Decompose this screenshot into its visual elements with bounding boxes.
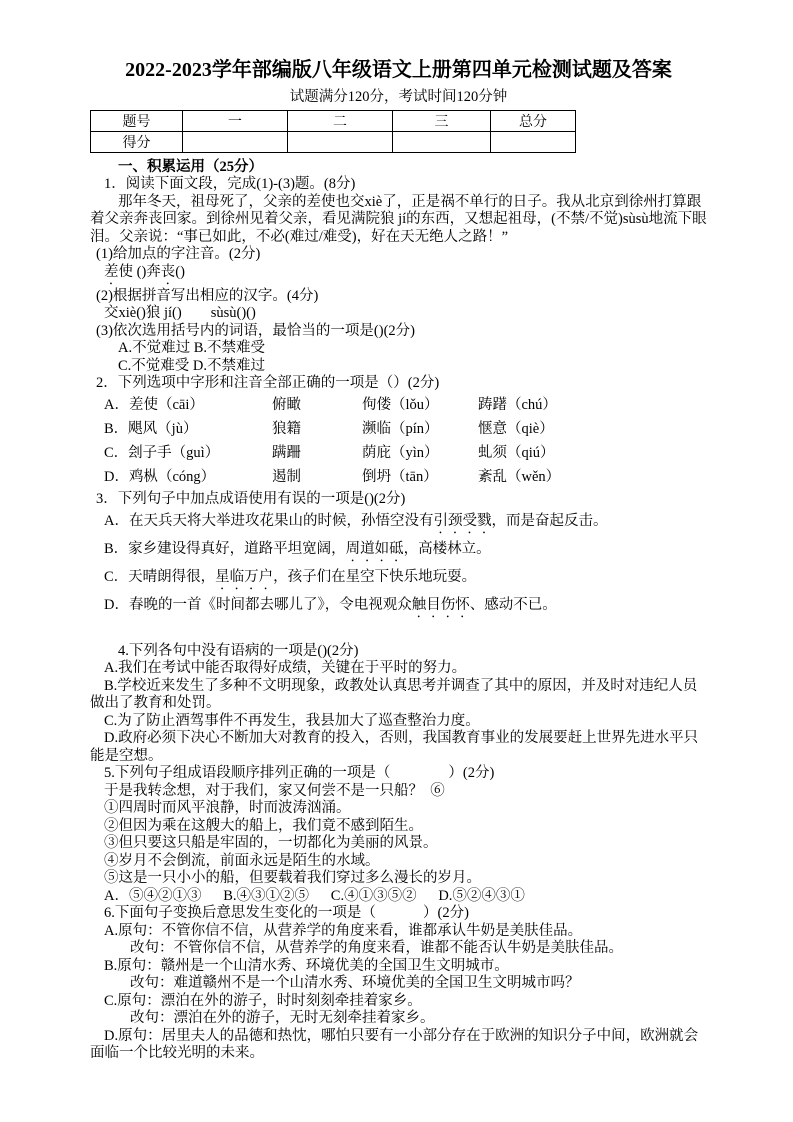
q1-part3-options-row1: A.不觉难过 B.不禁难受 (118, 340, 266, 356)
q6-option-c-original: C.原句：漂泊在外的游子，时时刻刻牵挂着家乡。 (104, 992, 422, 1009)
score-table-header-cell: 三 (393, 110, 491, 131)
emphasized-text-segment: 触目伤怀 (411, 596, 470, 613)
score-table-header-cell: 总分 (491, 110, 576, 131)
q3-option-d (90, 593, 707, 621)
q5-sentence-1: ①四周时而风平浪静，时而波涛汹涌。 (104, 800, 351, 816)
q5-sentence-5: ⑤这是一只小小的船，但要载着我们穿过多么漫长的岁月。 (104, 870, 481, 886)
q6-option-a-original: A.原句：不管你信不信，从营养学的角度来看，谁都承认牛奶是美肤佳品。 (104, 922, 583, 939)
q1-part1-label: (1)给加点的字注音。(2分) (96, 246, 261, 262)
q2-option-cell: D．鸡枞（cóng） (104, 468, 216, 485)
q2-option-cell: 踌躇（chú） (478, 396, 557, 413)
q2-option-row-c (90, 441, 707, 465)
text-segment: 使 ()奔 (118, 263, 161, 280)
text-segment: B．家乡建设得真好，道路平坦宽阔， (104, 540, 346, 557)
q4-stem: 4.下列各句中没有语病的一项是()(2分) (118, 642, 359, 659)
q1-part2-label: (2)根据拼音写出相应的汉字。(4分) (96, 287, 319, 304)
score-cell-empty (288, 131, 393, 152)
score-table-header-cell: 一 (183, 110, 288, 131)
section-heading: 一、积累运用（25分） (118, 158, 263, 175)
q2-option-cell: 倒坍（tān） (362, 468, 438, 485)
q2-option-cell: 惬意（qiè） (478, 420, 554, 437)
q3-stem: 3．下列句子中加点成语使用有误的一项是()(2分) (96, 490, 406, 507)
q2-option-row-a (90, 393, 707, 417)
q4-option-d: D.政府必须下决心不断加大对教育的投入，否则，我国教育事业的发展要赶上世界先进水平只能是空想。 (90, 730, 699, 764)
q6-option-c-changed: 改句：漂泊在外的游子，无时无刻牵挂着家乡。 (130, 1010, 435, 1026)
q2-option-cell: 紊乱（wěn） (478, 468, 561, 485)
q2-option-cell: 遏制 (272, 468, 301, 485)
score-table-header-row (91, 110, 576, 131)
score-table-score-row (91, 131, 576, 152)
q2-option-cell: B．飓风（jù） (104, 420, 198, 437)
q6-option-b-changed: 改句：难道赣州不是一个山清水秀、环境优美的全国卫生文明城市吗？ (130, 975, 580, 991)
q5-lead-sentence: 于是我转念想，对于我们，家又何尝不是一只船？ ⑥ (104, 782, 445, 799)
q6-option-a-changed: 改句：不管你信不信，从营养学的角度来看，谁都不能否认牛奶是美肤佳品。 (130, 940, 623, 956)
score-cell-empty (393, 131, 491, 152)
q6-option-b-original: B.原句：赣州是一个山清水秀、环境优美的全国卫生文明城市。 (104, 957, 509, 974)
emphasized-text-segment: 引颈受戮 (433, 512, 492, 529)
score-table-header-cell: 题号 (91, 110, 183, 131)
emphasized-text-segment: 周道如砥 (345, 540, 404, 557)
q5-stem: 5.下列句子组成语段顺序排列正确的一项是（ ）(2分) (104, 765, 495, 781)
score-cell-empty (183, 131, 288, 152)
text-segment: D．春晚的一首《时间都去哪儿了》，令电视观众 (104, 596, 412, 613)
q1-passage: 那年冬天，祖母死了，父亲的差使也交xiè了，正是祸不单行的日子。我从北京到徐州打算跟着父亲奔丧回家。到徐州见着父亲，看见满院狼 jí的东西，又想起祖母，(不禁/不觉)sùsù地流下眼泪。父亲说：“事已如此，不必(难过/难受)，好在天无绝人之路！” (90, 193, 707, 245)
q6-option-d-original: D.原句：居里夫人的品德和热忱，哪怕只要有一小部分存在于欧洲的知识分子中间，欧洲就会面临一个比较光明的未来。 (90, 1027, 699, 1061)
q3-option-a (90, 509, 707, 537)
emphasized-text-segment: 丧 (160, 263, 176, 280)
text-segment: A．在天兵天将大举进攻花果山的时候，孙悟空没有 (104, 512, 434, 529)
text-segment: ，高楼林立。 (403, 540, 491, 557)
q2-option-row-d (90, 465, 707, 489)
emphasized-text-segment: 差 (104, 263, 119, 280)
doc-title: 2022-2023学年部编版八年级语文上册第四单元检测试题及答案 (125, 59, 672, 81)
q4-option-c: C.为了防止酒驾事件不再发生，我县加大了巡查整治力度。 (104, 712, 480, 729)
q1-part2-answer-line: 交xiè()狼 jí() sùsù()() (104, 305, 256, 321)
q5-sentence-4: ④岁月不会倒流，前面永远是陌生的水域。 (104, 852, 380, 869)
q2-option-cell: 荫庇（yìn） (362, 444, 439, 461)
text-segment: 、感动不已。 (469, 596, 557, 613)
q1-part1-answer-line (90, 264, 707, 288)
q4-option-a: A.我们在考试中能否取得好成绩，关键在于平时的努力。 (104, 660, 467, 676)
q6-stem: 6.下面句子变换后意思发生变化的一项是（ ）(2分) (104, 905, 469, 921)
q1-part3-label: (3)依次选用括号内的词语，最恰当的一项是()(2分) (96, 322, 415, 339)
q2-stem: 2．下列选项中字形和注音全部正确的一项是（）(2分) (96, 375, 440, 391)
q1-part3-options-row2: C.不觉难受 D.不禁难过 (118, 357, 266, 374)
q1-stem: 1．阅读下面文段，完成(1)-(3)题。(8分) (104, 176, 356, 192)
q5-sentence-3: ③但只要这只船是牢固的，一切都化为美丽的风景。 (104, 835, 438, 851)
q4-option-b: B.学校近来发生了多种不文明现象，政教处认真思考并调查了其中的原因，并及时对违纪人员做出了教育和处罚。 (90, 677, 698, 711)
score-table-header-cell: 二 (288, 110, 393, 131)
q2-option-cell: 俯瞰 (272, 396, 301, 413)
emphasized-text-segment: 星临万户 (215, 568, 274, 585)
score-row-label: 得分 (91, 131, 183, 152)
score-table (90, 110, 576, 153)
exam-info: 试题满分120分，考试时间120分钟 (289, 89, 508, 105)
text-segment: ，而是奋起反击。 (491, 512, 608, 529)
q2-option-cell: 蹒跚 (272, 444, 301, 461)
q3-option-b (90, 537, 707, 565)
q2-option-cell: 佝偻（lǒu） (362, 396, 439, 413)
q2-option-row-b (90, 417, 707, 441)
q2-option-cell: 狼籍 (272, 420, 301, 437)
q2-option-cell: A．差使（cāi） (104, 396, 204, 413)
q2-option-cell: 虬须（qiú） (478, 444, 555, 461)
q2-option-cell: 濒临（pín） (362, 420, 439, 437)
text-segment: () (175, 263, 185, 280)
q5-sentence-2: ②但因为乘在这艘大的船上，我们竟不感到陌生。 (104, 817, 423, 834)
q2-option-cell: C．刽子手（guì） (104, 444, 220, 461)
text-segment: ，孩子们在星空下快乐地玩耍。 (273, 568, 477, 585)
text-segment: C．天晴朗得很， (104, 568, 216, 585)
q3-option-c (90, 565, 707, 593)
q5-choices: A．⑤④②①③ B.④③①②⑤ C.④①③⑤② D.⑤②④③① (104, 887, 525, 904)
score-cell-empty (491, 131, 576, 152)
